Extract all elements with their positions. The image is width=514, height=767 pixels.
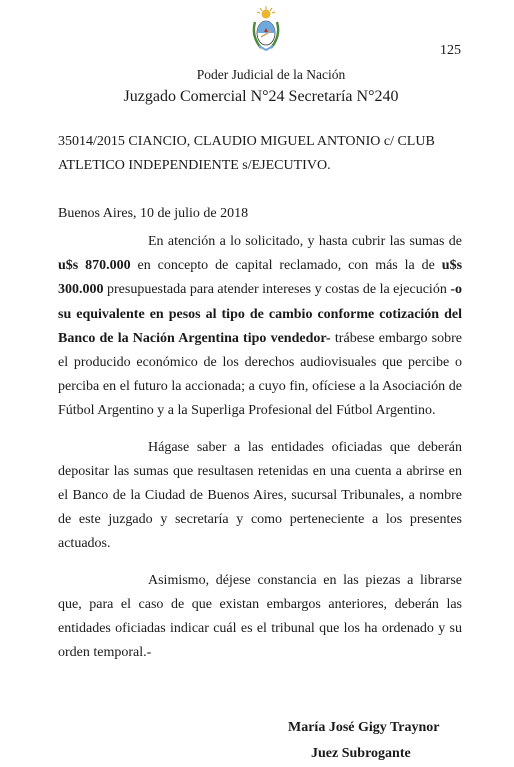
paragraph-text: trábese embargo sobre el producido económico de los derechos audiovisuales que percibe o perciba en el futuro la accionada; a cuyo fin, ofíciese a la Asociación de Fútbol Argentino y a la Superliga Profesional del Fútbol Argentino. <box>58 330 462 419</box>
paragraph-prior-embargoes: Asimismo, déjese constancia en las piezas a librarse que, para el caso de que existan embargos anteriores, deberán las entidades oficiadas indicar cuál es el tribunal que los ha ordenado y su orden temporal.- <box>58 572 462 661</box>
case-caption-line: ATLETICO INDEPENDIENTE s/EJECUTIVO. <box>58 158 331 173</box>
court-heading: Juzgado Comercial N°24 Secretaría N°240 <box>123 88 399 105</box>
resolution-body <box>58 230 462 665</box>
exchange-rate-clause: -o su equivalente en pesos al tipo de cambio conforme cotización del Banco de la Nación Argentina tipo vendedor- <box>58 282 462 346</box>
paragraph-text: presupuestada para atender intereses y costas de la ejecución <box>103 282 451 298</box>
case-caption-line: 35014/2015 CIANCIO, CLAUDIO MIGUEL ANTONIO c/ CLUB <box>58 134 435 149</box>
coat-of-arms-icon <box>251 6 281 52</box>
page-number: 125 <box>440 43 461 58</box>
paragraph-embargo <box>58 230 462 424</box>
signer-title: Juez Subrogante <box>311 746 411 761</box>
paragraph-text: En atención a lo solicitado, y hasta cubrir las sumas de <box>148 234 462 249</box>
paragraph-deposit: Hágase saber a las entidades oficiadas que deberán depositar las sumas que resultasen retenidas en una cuenta a abrirse en el Banco de la Ciudad de Buenos Aires, sucursal Tribunales, a nombre de este juzgado y secretaría y como perteneciente a los presentes actuados. <box>58 439 462 552</box>
signer-name: María José Gigy Traynor <box>288 720 440 735</box>
case-caption <box>58 130 478 178</box>
judicial-power-heading: Poder Judicial de la Nación <box>196 67 346 82</box>
paragraph-text: en concepto de capital reclamado, con más la de <box>130 258 442 274</box>
capital-amount: u$s 870.000 <box>58 258 131 274</box>
interest-amount: u$s 300.000 <box>58 258 463 298</box>
document-date: Buenos Aires, 10 de julio de 2018 <box>58 206 249 221</box>
